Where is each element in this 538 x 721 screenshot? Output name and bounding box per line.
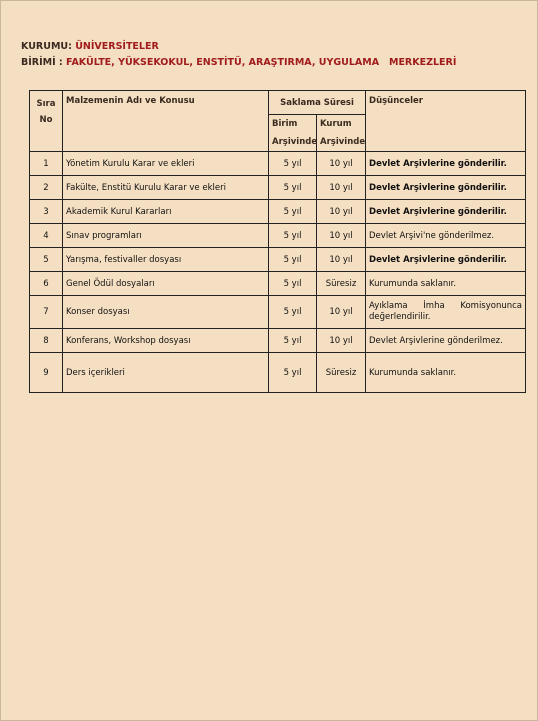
- header-kurum-arsiv-word: Arşivinde: [320, 137, 366, 147]
- header-dusunceler: Düşünceler: [366, 91, 526, 152]
- row-name: Sınav programları: [63, 224, 269, 248]
- birim-value: FAKÜLTE, YÜKSEKOKUL, ENSTİTÜ, ARAŞTIRMA, UYGULAMA MERKEZLERİ: [66, 57, 457, 68]
- row-name: Yönetim Kurulu Karar ve ekleri: [63, 152, 269, 176]
- header-birim-arsivinde: [269, 115, 317, 152]
- row-kurum: 10 yıl: [317, 329, 366, 353]
- row-name: Ders içerikleri: [63, 353, 269, 393]
- row-kurum: 10 yıl: [317, 296, 366, 329]
- table-header-row: [30, 91, 526, 115]
- header-sira-no: [30, 91, 63, 152]
- row-no: 6: [30, 272, 63, 296]
- header-birim-arsiv-word: Arşivinde: [272, 137, 318, 147]
- table-row: [30, 353, 526, 393]
- row-note: Devlet Arşivlerine gönderilir.: [366, 200, 526, 224]
- row-name: Konferans, Workshop dosyası: [63, 329, 269, 353]
- row-note: Kurumunda saklanır.: [366, 272, 526, 296]
- row-birim: 5 yıl: [269, 152, 317, 176]
- header-kurum-word: Kurum: [320, 119, 352, 129]
- header-birim-word: Birim: [272, 119, 298, 129]
- row-no: 5: [30, 248, 63, 272]
- kurum-value: ÜNİVERSİTELER: [75, 41, 159, 52]
- header-malzeme: Malzemenin Adı ve Konusu: [63, 91, 269, 152]
- header-kurum-arsivinde: [317, 115, 366, 152]
- kurum-line: [21, 41, 159, 52]
- birim-line: [21, 57, 456, 68]
- row-no: 4: [30, 224, 63, 248]
- birim-label: BİRİMİ :: [21, 57, 63, 68]
- row-no: 7: [30, 296, 63, 329]
- row-no: 3: [30, 200, 63, 224]
- row-note: Devlet Arşivi'ne gönderilmez.: [366, 224, 526, 248]
- row-name: Yarışma, festivaller dosyası: [63, 248, 269, 272]
- retention-table: [29, 90, 526, 393]
- row-birim: 5 yıl: [269, 329, 317, 353]
- row-no: 2: [30, 176, 63, 200]
- row-birim: 5 yıl: [269, 272, 317, 296]
- header-saklama: Saklama Süresi: [269, 91, 366, 115]
- row-note: [366, 296, 526, 329]
- table-row: [30, 248, 526, 272]
- row-name: Genel Ödül dosyaları: [63, 272, 269, 296]
- row-note: Kurumunda saklanır.: [366, 353, 526, 393]
- row-name: Fakülte, Enstitü Kurulu Karar ve ekleri: [63, 176, 269, 200]
- table-row: [30, 272, 526, 296]
- row-note: Devlet Arşivlerine gönderilir.: [366, 176, 526, 200]
- table-row: [30, 152, 526, 176]
- header-no: No: [39, 115, 53, 125]
- table-row: [30, 329, 526, 353]
- row-note: Devlet Arşivlerine gönderilmez.: [366, 329, 526, 353]
- row-birim: 5 yıl: [269, 353, 317, 393]
- row-kurum: Süresiz: [317, 353, 366, 393]
- row-birim: 5 yıl: [269, 200, 317, 224]
- row-kurum: 10 yıl: [317, 152, 366, 176]
- table-row: [30, 176, 526, 200]
- row-birim: 5 yıl: [269, 248, 317, 272]
- row-birim: 5 yıl: [269, 176, 317, 200]
- table-row: [30, 224, 526, 248]
- row-note-line1: Ayıklama İmha Komisyonunca: [369, 301, 523, 311]
- row-birim: 5 yıl: [269, 224, 317, 248]
- row-no: 8: [30, 329, 63, 353]
- row-kurum: 10 yıl: [317, 176, 366, 200]
- row-no: 1: [30, 152, 63, 176]
- row-name: Akademik Kurul Kararları: [63, 200, 269, 224]
- row-note: Devlet Arşivlerine gönderilir.: [366, 152, 526, 176]
- kurum-label: KURUMU:: [21, 41, 72, 52]
- row-no: 9: [30, 353, 63, 393]
- row-name: Konser dosyası: [63, 296, 269, 329]
- row-birim: 5 yıl: [269, 296, 317, 329]
- row-note: Devlet Arşivlerine gönderilir.: [366, 248, 526, 272]
- row-kurum: Süresiz: [317, 272, 366, 296]
- row-kurum: 10 yıl: [317, 224, 366, 248]
- row-note-line2: değerlendirilir.: [369, 312, 431, 322]
- table-row: [30, 296, 526, 329]
- row-kurum: 10 yıl: [317, 248, 366, 272]
- header-sira: Sıra: [36, 99, 56, 109]
- table-row: [30, 200, 526, 224]
- row-kurum: 10 yıl: [317, 200, 366, 224]
